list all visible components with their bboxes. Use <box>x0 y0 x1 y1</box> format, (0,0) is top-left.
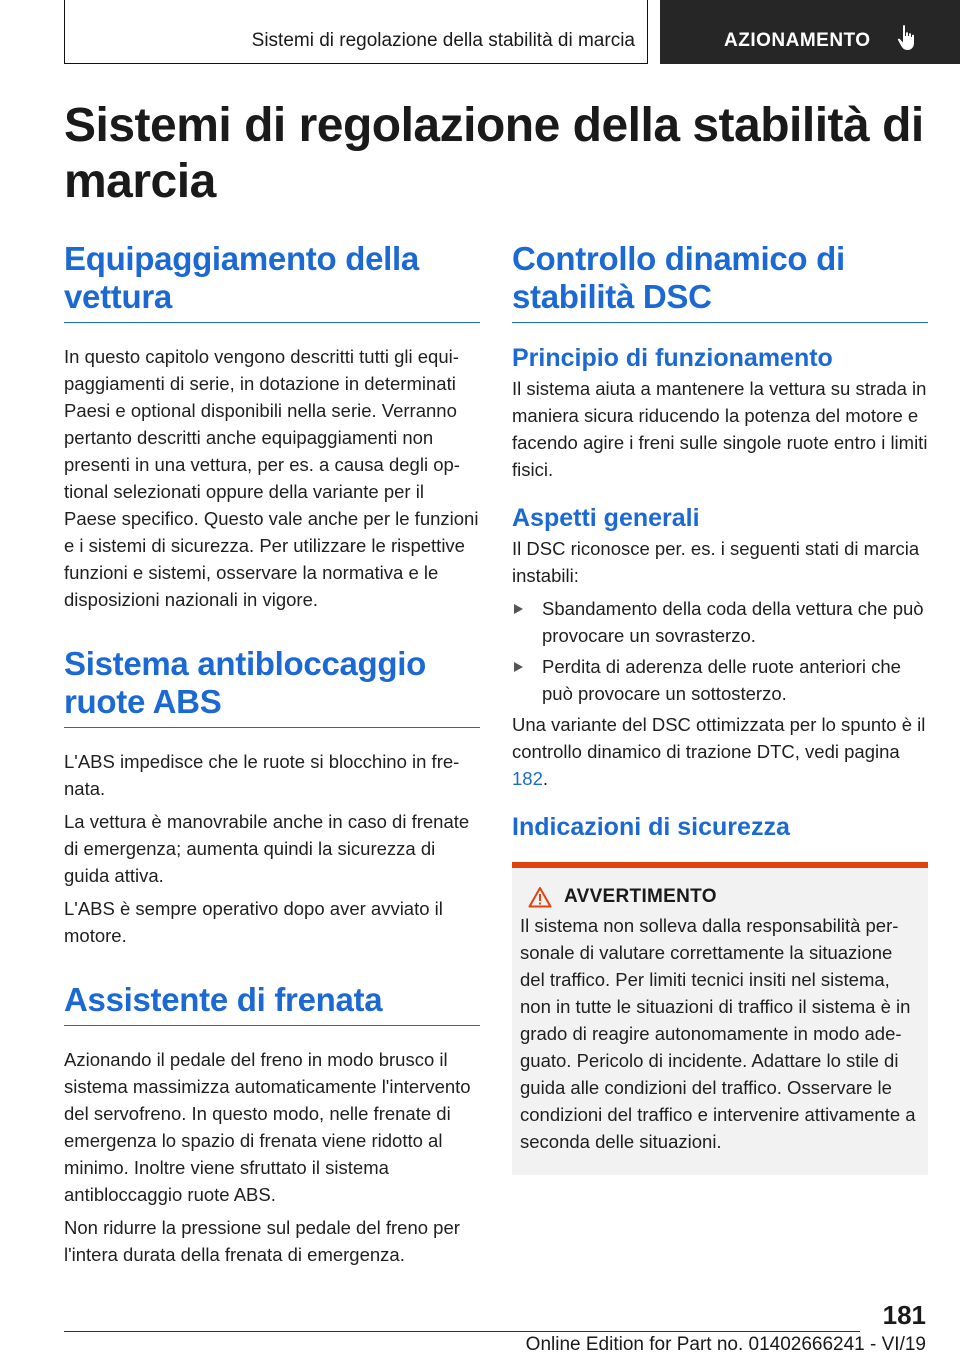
warning-label: AVVERTIMENTO <box>564 886 717 907</box>
equipment-text: In questo capitolo vengono descritti tutti gli equipaggiamenti di serie, in dotazione in determinati Paesi e optional disponibili nella serie. Verranno pertanto descritti anche equipaggiamenti non presenti in una vettura, per es. a causa degli optional selezionati oppure della variante per il Paese specifico. Questo vale anche per le funzioni e i sistemi di sicurezza. Per utilizzare le rispettive funzioni e sistemi, osservare la normativa e le disposizioni nazionali in vigore. <box>64 346 479 610</box>
heading-dsc: Controllo dinamico di stabilità DSC <box>512 240 928 323</box>
header-section-label: AZIONAMENTO <box>724 30 871 51</box>
warning-header <box>520 886 920 908</box>
header-chapter-title: Sistemi di regolazione della stabilità di marcia <box>251 30 635 51</box>
heading-abs: Sistema antibloccaggio ruote ABS <box>64 645 480 728</box>
left-column <box>64 240 480 1268</box>
heading-principle: Principio di funzionamento <box>512 344 833 372</box>
header-chapter-box <box>64 0 648 64</box>
general-text: Il DSC riconosce per. es. i seguenti stati di marcia instabili: <box>512 538 920 586</box>
warning-text: Il sistema non solleva dalla responsabilità personale di valutare correttamente la situazione del traffico. Per limiti tecnici insiti nel sistema, non in tutte le situazioni di traffico il sistema è in grado di reagire autonomamente in modo adeguato. Pericolo di incidente. Adattare lo stile di guida alle condizioni del traffico. Osservare le condizioni del traffico e intervenire attivamente a seconda delle situazioni. <box>520 915 916 1152</box>
instability-list <box>512 595 928 707</box>
page-title: Sistemi di regolazione della stabilità di marcia <box>64 99 924 208</box>
heading-equipment: Equipaggiamento della vettura <box>64 240 480 323</box>
heading-general: Aspetti generali <box>512 504 700 532</box>
abs-paragraph-3: L'ABS è sempre operativo dopo aver avviato il motore. <box>64 898 443 946</box>
heading-safety: Indicazioni di sicurezza <box>512 813 790 841</box>
principle-text: Il sistema aiuta a mantenere la vettura su strada in maniera sicura riducendo la potenza del motore e facendo agire i freni sulle singole ruote entro i limiti fisici. <box>512 378 928 480</box>
abs-paragraph-2: La vettura è manovrabile anche in caso di frenate di emergenza; aumenta quindi la sicurezza di guida attiva. <box>64 811 470 886</box>
bullet-triangle-icon <box>514 662 523 672</box>
heading-brake-assist: Assistente di frenata <box>64 981 480 1026</box>
brake-paragraph-1: Azionando il pedale del freno in modo brusco il sistema massimizza automaticamente l'intervento del servofreno. In questo modo, nelle frenate di emergenza lo spazio di frenata viene ridotto al minimo. Inoltre viene sfruttato il sistema antibloccaggio ruote ABS. <box>64 1049 471 1205</box>
bullet-triangle-icon <box>514 604 523 614</box>
warning-triangle-icon <box>528 886 552 908</box>
list-item: Perdita di aderenza delle ruote anteriori che può provocare un sottosterzo. <box>512 653 928 707</box>
footer-edition: Online Edition for Part no. 01402666241 - VI/19 <box>525 1334 926 1355</box>
warning-box <box>512 862 928 1175</box>
hand-pointer-icon <box>896 24 918 52</box>
footer-divider <box>64 1331 860 1332</box>
right-column <box>512 240 928 1175</box>
header-section-tab <box>660 0 960 64</box>
abs-paragraph-1: L'ABS impedisce che le ruote si blocchino in frenata. <box>64 751 460 799</box>
page-link-182[interactable]: 182 <box>512 768 543 789</box>
brake-paragraph-2: Non ridurre la pressione sul pedale del freno per l'intera durata della frenata di emergenza. <box>64 1217 460 1265</box>
list-item: Sbandamento della coda della vettura che può provocare un sovrasterzo. <box>512 595 928 649</box>
variant-text: Una variante del DSC ottimizzata per lo spunto è il controllo dinamico di trazione DTC, vedi pagina 182. <box>512 714 926 789</box>
page-number: 181 <box>882 1300 926 1330</box>
